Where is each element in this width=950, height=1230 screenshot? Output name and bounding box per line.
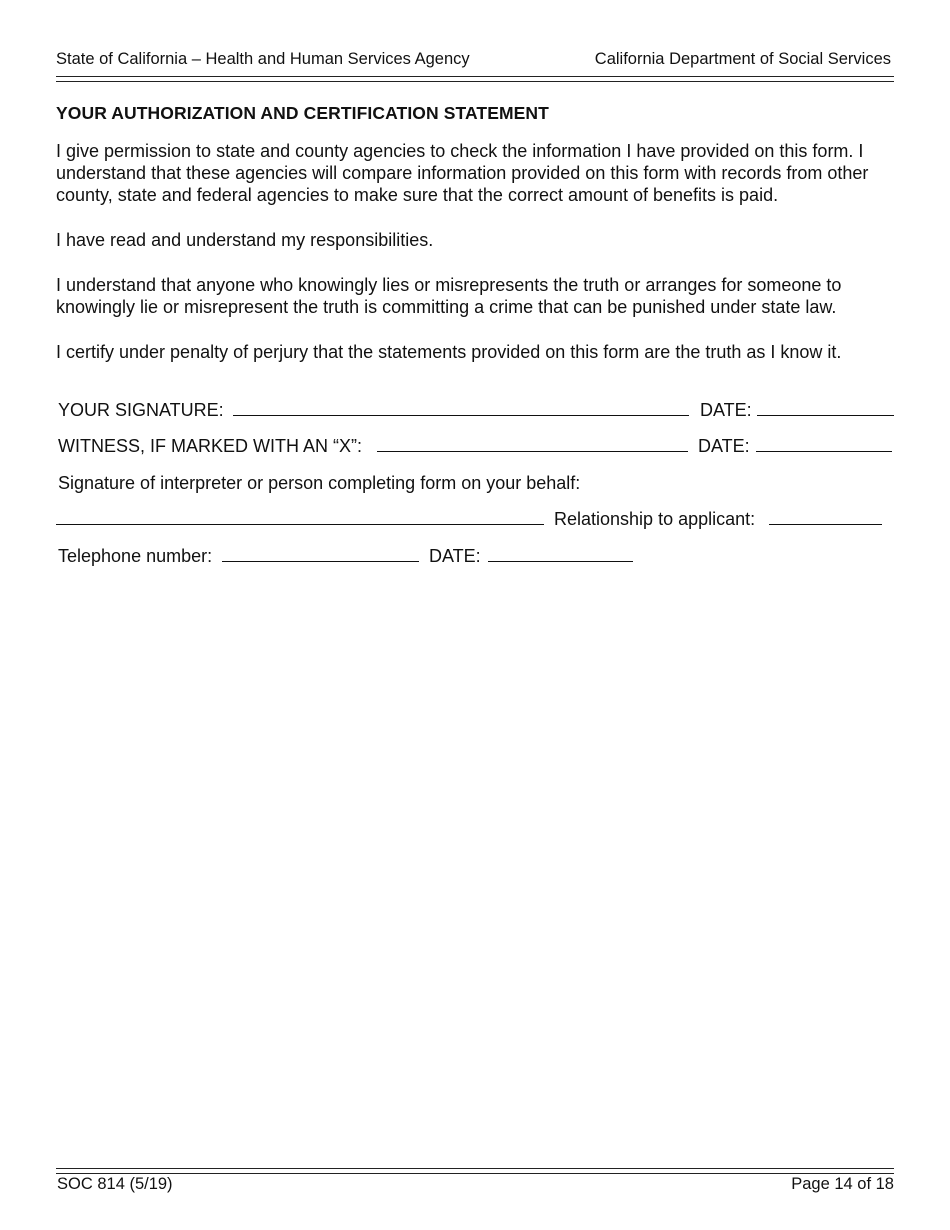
relationship-field[interactable] (769, 508, 882, 530)
signature-date-field[interactable] (757, 399, 894, 421)
section-title: YOUR AUTHORIZATION AND CERTIFICATION STATEMENT (56, 103, 549, 123)
signature-date-label: DATE: (700, 400, 752, 420)
form-id: SOC 814 (5/19) (57, 1175, 173, 1193)
perjury-paragraph: I certify under penalty of perjury that the statements provided on this form are the truth as I know it. (56, 342, 842, 362)
page-number: Page 14 of 18 (791, 1175, 894, 1193)
witness-blank (377, 435, 688, 452)
witness-date-field[interactable] (756, 435, 892, 457)
witness-field[interactable] (377, 435, 688, 457)
page-header (56, 50, 894, 72)
header-department: California Department of Social Services (594, 50, 891, 68)
witness-label: WITNESS, IF MARKED WITH AN “X”: (58, 436, 363, 456)
relationship-blank (769, 508, 882, 525)
relationship-label: Relationship to applicant: (554, 509, 756, 529)
header-agency: State of California – Health and Human Services Agency (56, 50, 470, 68)
telephone-date-field[interactable] (488, 545, 633, 567)
interpreter-label: Signature of interpreter or person completing form on your behalf: (58, 473, 581, 493)
telephone-date-blank (488, 545, 633, 562)
telephone-field[interactable] (222, 545, 419, 567)
signature-date-blank (757, 399, 894, 416)
permission-paragraph: I give permission to state and county agencies to check the information I have provided on this form. I understand that these agencies will compare information provided on this form with records from other county, state and federal agencies to make sure that the correct amount of benefits is paid. (56, 141, 869, 205)
telephone-blank (222, 545, 419, 562)
signature-blank (233, 399, 689, 416)
telephone-label: Telephone number: (58, 546, 213, 566)
telephone-date-label: DATE: (429, 546, 481, 566)
header-divider (56, 76, 894, 82)
misrepresentation-paragraph: I understand that anyone who knowingly lies or misrepresents the truth or arranges for someone to knowingly lie or misrepresent the truth is committing a crime that can be punished under state law. (56, 275, 842, 317)
interpreter-signature-field[interactable] (56, 508, 544, 530)
interpreter-blank (56, 508, 544, 525)
footer-divider (56, 1168, 894, 1174)
signature-label: YOUR SIGNATURE: (58, 400, 224, 420)
responsibilities-paragraph: I have read and understand my responsibilities. (56, 230, 434, 250)
witness-date-blank (756, 435, 892, 452)
witness-date-label: DATE: (698, 436, 750, 456)
page-footer (56, 1175, 894, 1197)
signature-field[interactable] (233, 399, 689, 421)
